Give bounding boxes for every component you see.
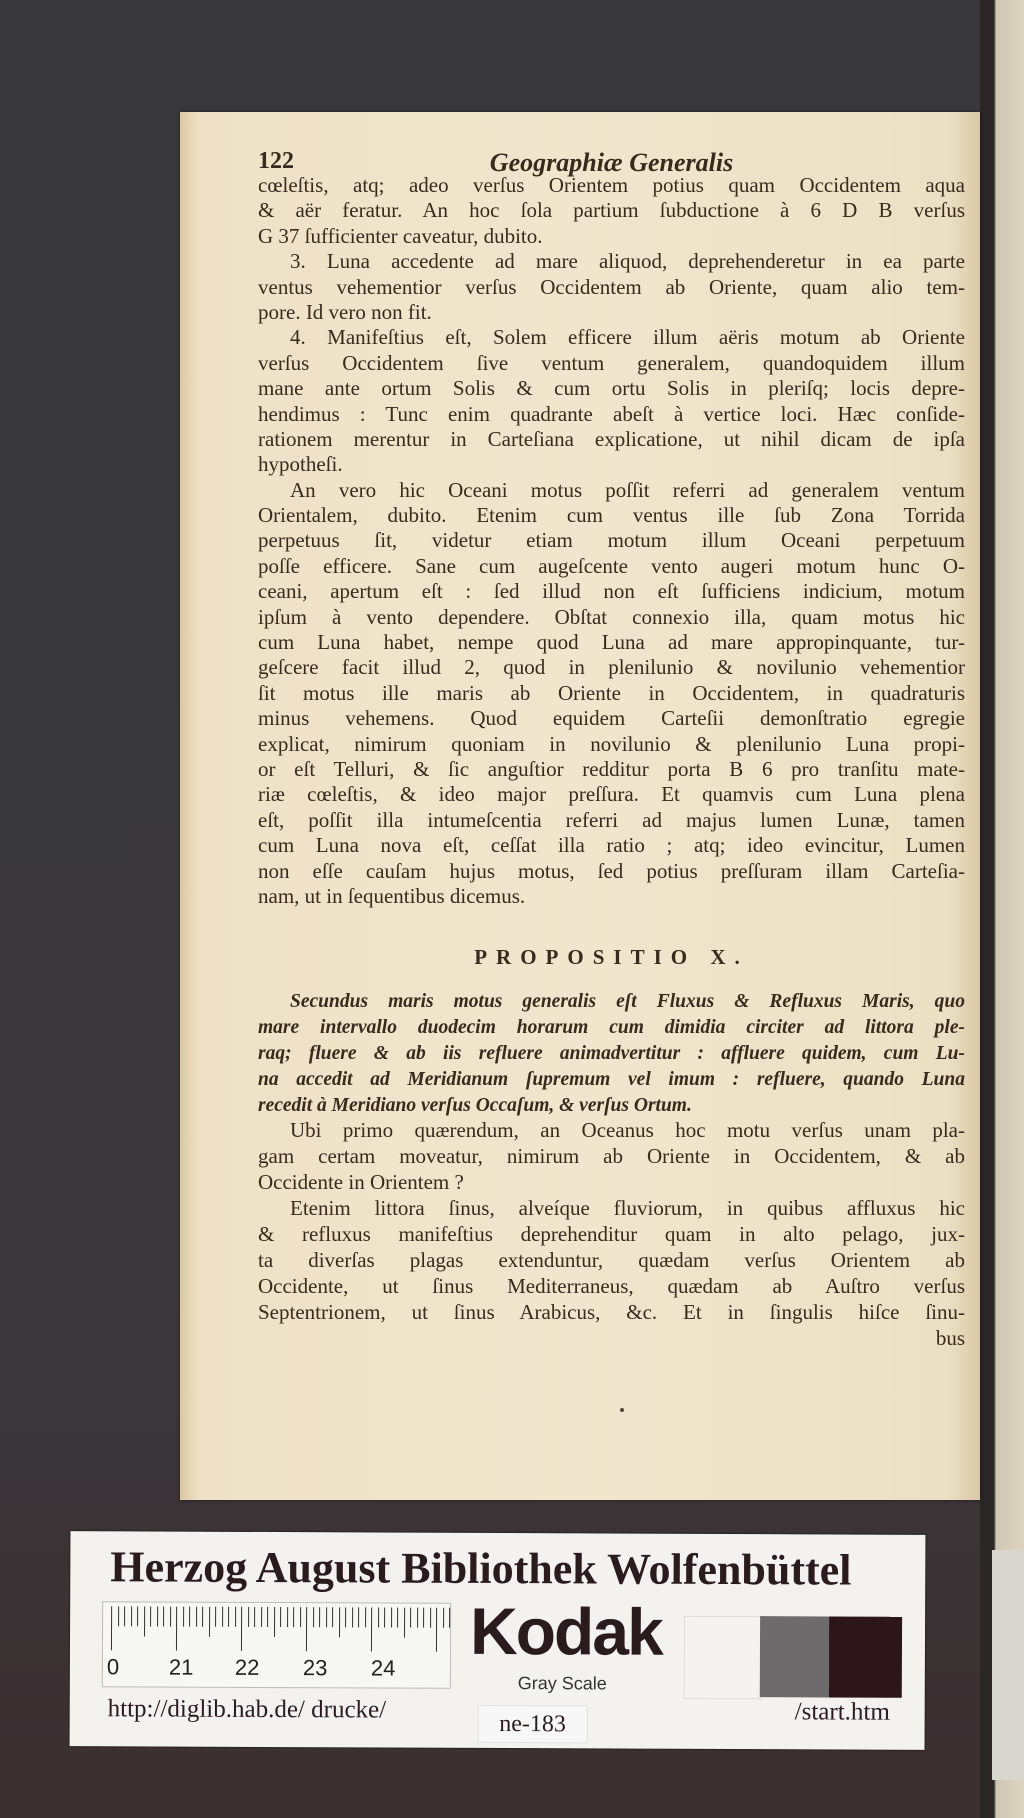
text-line: 3. Luna accedente ad mare aliquod, deprehenderetur in ea parte — [290, 249, 965, 274]
text-line: Secundus maris motus generalis eſt Fluxus & Refluxus Maris, quo — [290, 991, 965, 1012]
text-line: cœleſtis, atq; adeo verſus Orientem potius quam Occidentem aqua — [258, 173, 965, 197]
ruler-tick — [326, 1607, 327, 1627]
ruler-label: 24 — [370, 1655, 396, 1681]
ruler-label: 21 — [168, 1654, 194, 1680]
text-line: verſus Occidentem ſive ventum generalem, quandoquidem illum — [258, 350, 965, 375]
ruler-tick — [306, 1607, 307, 1651]
ruler-tick — [423, 1608, 424, 1628]
ruler-tick — [163, 1607, 164, 1627]
url-suffix: /start.htm — [794, 1698, 890, 1726]
text-line: ſit motus ille maris ab Oriente in Occidentem, in quadraturis — [258, 680, 965, 705]
catchword: bus — [935, 1325, 965, 1350]
adjacent-card-edge — [992, 1550, 1024, 1780]
library-color-card — [70, 1531, 926, 1750]
ruler-tick — [137, 1606, 138, 1626]
ruler-tick — [404, 1608, 405, 1638]
text-line: & aër feratur. An hoc ſola partium ſubductione à 6 D B verſus — [258, 198, 965, 223]
text-line: geſcere facit illud 2, quod in plenilunio & novilunio vehementior — [258, 655, 965, 680]
shelfmark: ne-183 — [478, 1705, 588, 1743]
body-text-block-1 — [258, 173, 965, 909]
text-line: hypotheſi. — [258, 452, 343, 477]
ruler-tick — [371, 1607, 372, 1651]
text-line: & refluxus manifeſtius deprehenditur quam in alto pelago, jux- — [258, 1222, 965, 1247]
running-title: Geographiæ Generalis — [489, 148, 734, 177]
library-name: Herzog August Bibliothek Wolfenbüttel — [110, 1542, 852, 1595]
ruler-tick — [131, 1606, 132, 1626]
ruler-tick — [124, 1606, 125, 1626]
text-line: ceani, apertum eſt : ſed illud non eſt ſufficiens indicium, motum — [258, 579, 965, 604]
text-line: eſt, poſſit illa intumeſcentia referri ad majus lumen Lunæ, tamen — [258, 807, 965, 832]
text-line: minus vehemens. Quod equidem Carteſii demonſtratio egregie — [258, 706, 965, 731]
ruler-tick — [365, 1607, 366, 1627]
ruler-tick — [430, 1608, 431, 1628]
gray-patch-mid — [760, 1616, 829, 1697]
ruler-tick — [111, 1606, 112, 1650]
ruler-tick — [293, 1607, 294, 1627]
text-line: non eſſe cauſam hujus motus, ſed potius preſſuram illam Carteſia- — [258, 858, 965, 883]
page-number: 122 — [258, 148, 294, 174]
url-prefix: http://diglib.hab.de/ drucke/ — [107, 1695, 387, 1724]
text-line: Ubi primo quærendum, an Oceanus hoc motu verſus unam pla- — [290, 1118, 965, 1143]
ruler-tick — [397, 1608, 398, 1628]
ruler-tick — [222, 1607, 223, 1627]
ruler-tick — [157, 1607, 158, 1627]
ruler-tick — [241, 1607, 242, 1651]
text-line: raq; fluere & ab iis refluere animadvertitur : affluere quidem, cum Lu- — [258, 1042, 965, 1064]
text-line: riæ cœleſtis, & ideo major preſſura. Et quamvis cum Luna plena — [258, 782, 965, 807]
ruler-tick — [228, 1607, 229, 1627]
ruler-tick — [261, 1607, 262, 1627]
text-line: 4. Manifeſtius eſt, Solem efficere illum aëris motum ab Oriente — [290, 325, 965, 350]
text-line: An vero hic Oceani motus poſſit referri ad generalem ventum — [290, 477, 965, 502]
ruler-tick — [118, 1606, 119, 1626]
ruler-tick — [449, 1608, 450, 1628]
gray-patch-white — [684, 1616, 762, 1699]
ruler-tick — [196, 1607, 197, 1627]
ruler-tick — [339, 1607, 340, 1637]
ruler-tick — [209, 1607, 210, 1637]
text-line: mare intervallo duodecim horarum cum dimidia circiter ad littora ple- — [258, 1016, 965, 1038]
text-line: explicat, nimirum quoniam in novilunio & plenilunio Luna propi- — [258, 731, 965, 756]
text-line: perpetuus ſit, videtur etiam motum illum Oceani perpetuum — [258, 528, 965, 553]
ruler-tick — [345, 1607, 346, 1627]
ruler-tick — [254, 1607, 255, 1627]
text-line: hendimus : Tunc enim quadrante abeſt à vertice loci. Hæc conſide- — [258, 401, 965, 426]
ruler-tick — [202, 1607, 203, 1627]
ruler-tick — [384, 1608, 385, 1628]
text-line: G 37 ſufficienter caveatur, dubito. — [258, 223, 543, 248]
ruler-tick — [150, 1606, 151, 1626]
ruler-tick — [248, 1607, 249, 1627]
text-line: nam, ut in ſequentibus dicemus. — [258, 883, 526, 908]
text-line: na accedit ad Meridianum ſupremum vel imum : refluere, quando Luna — [258, 1068, 965, 1090]
text-line: pore. Id vero non fit. — [258, 299, 432, 324]
text-line: rationem merentur in Carteſiana explicatione, ut nihil dicam de ipſa — [258, 426, 965, 451]
adjacent-page-edge — [980, 0, 1024, 1818]
text-line: Orientalem, dubito. Etenim cum ventus ille ſub Zona Torrida — [258, 503, 965, 528]
text-line: ipſum à vento dependere. Obſtat connexio illa, quam motus hic — [258, 604, 965, 629]
ruler-tick — [170, 1607, 171, 1627]
ruler-tick — [417, 1608, 418, 1628]
ruler-label: 0 — [106, 1654, 120, 1680]
gray-patch-dark — [829, 1616, 902, 1697]
ruler-tick — [300, 1607, 301, 1627]
text-line: Occidente, ut ſinus Mediterraneus, quædam ab Auſtro verſus — [258, 1273, 965, 1298]
text-line: Septentrionem, ut ſinus Arabicus, &c. Et in ſingulis hiſce ſinu- — [258, 1299, 965, 1324]
ruler-tick — [358, 1607, 359, 1627]
ruler-tick — [378, 1607, 379, 1627]
ruler-tick — [215, 1607, 216, 1627]
ruler-tick — [410, 1608, 411, 1628]
ruler-tick — [313, 1607, 314, 1627]
ruler-tick — [274, 1607, 275, 1637]
ruler-tick — [280, 1607, 281, 1627]
text-line: ventus vehementior verſus Occidentem ab Oriente, quam alio tem- — [258, 274, 965, 299]
ruler-tick — [391, 1608, 392, 1628]
text-line: poſſe efficere. Sane cum augeſcente vento augeri motum hunc O- — [258, 553, 965, 578]
ruler-tick — [436, 1608, 437, 1652]
text-line: Etenim littora ſinus, alveíque fluviorum, in quibus affluxus hic — [290, 1196, 965, 1221]
text-line: or eſt Telluri, & ſic anguſtior redditur porta B 6 pro tranſitu mate- — [258, 756, 965, 781]
ruler-tick — [443, 1608, 444, 1628]
ruler-tick — [267, 1607, 268, 1627]
ink-dot — [620, 1408, 624, 1412]
proposition-heading: PROPOSITIO X. — [474, 945, 749, 969]
ruler-tick — [287, 1607, 288, 1627]
text-line: cum Luna nova eſt, ceſſat illa ratio ; atq; ideo evincitur, Lumen — [258, 833, 965, 858]
text-line: mane ante ortum Solis & cum ortu Solis in pleriſq; locis depre- — [258, 376, 965, 401]
gray-scale-label: Gray Scale — [517, 1673, 607, 1694]
book-page — [180, 112, 980, 1500]
ruler-tick — [235, 1607, 236, 1627]
ruler-tick — [332, 1607, 333, 1627]
body-text-block-2 — [258, 989, 965, 1351]
scale-ruler — [102, 1601, 451, 1689]
ruler-label: 22 — [234, 1654, 260, 1680]
ruler-tick — [352, 1607, 353, 1627]
text-line: ta diverſas plagas extenduntur, quædam verſus Orientem ab — [258, 1247, 965, 1272]
ruler-tick — [319, 1607, 320, 1627]
kodak-logo: Kodak — [469, 1593, 662, 1669]
ruler-label: 23 — [302, 1655, 328, 1681]
ruler-tick — [189, 1607, 190, 1627]
text-line: gam certam moveatur, nimirum ab Oriente in Occidentem, & ab — [258, 1144, 965, 1169]
ruler-tick — [176, 1607, 177, 1651]
text-line: recedit à Meridiano verſus Occaſum, & verſus Ortum. — [258, 1094, 692, 1116]
text-line: Occidente in Orientem ? — [258, 1170, 464, 1195]
ruler-tick — [144, 1606, 145, 1636]
ruler-tick — [183, 1607, 184, 1627]
text-line: cum Luna habet, nempe quod Luna ad mare appropinquante, tur- — [258, 630, 965, 655]
